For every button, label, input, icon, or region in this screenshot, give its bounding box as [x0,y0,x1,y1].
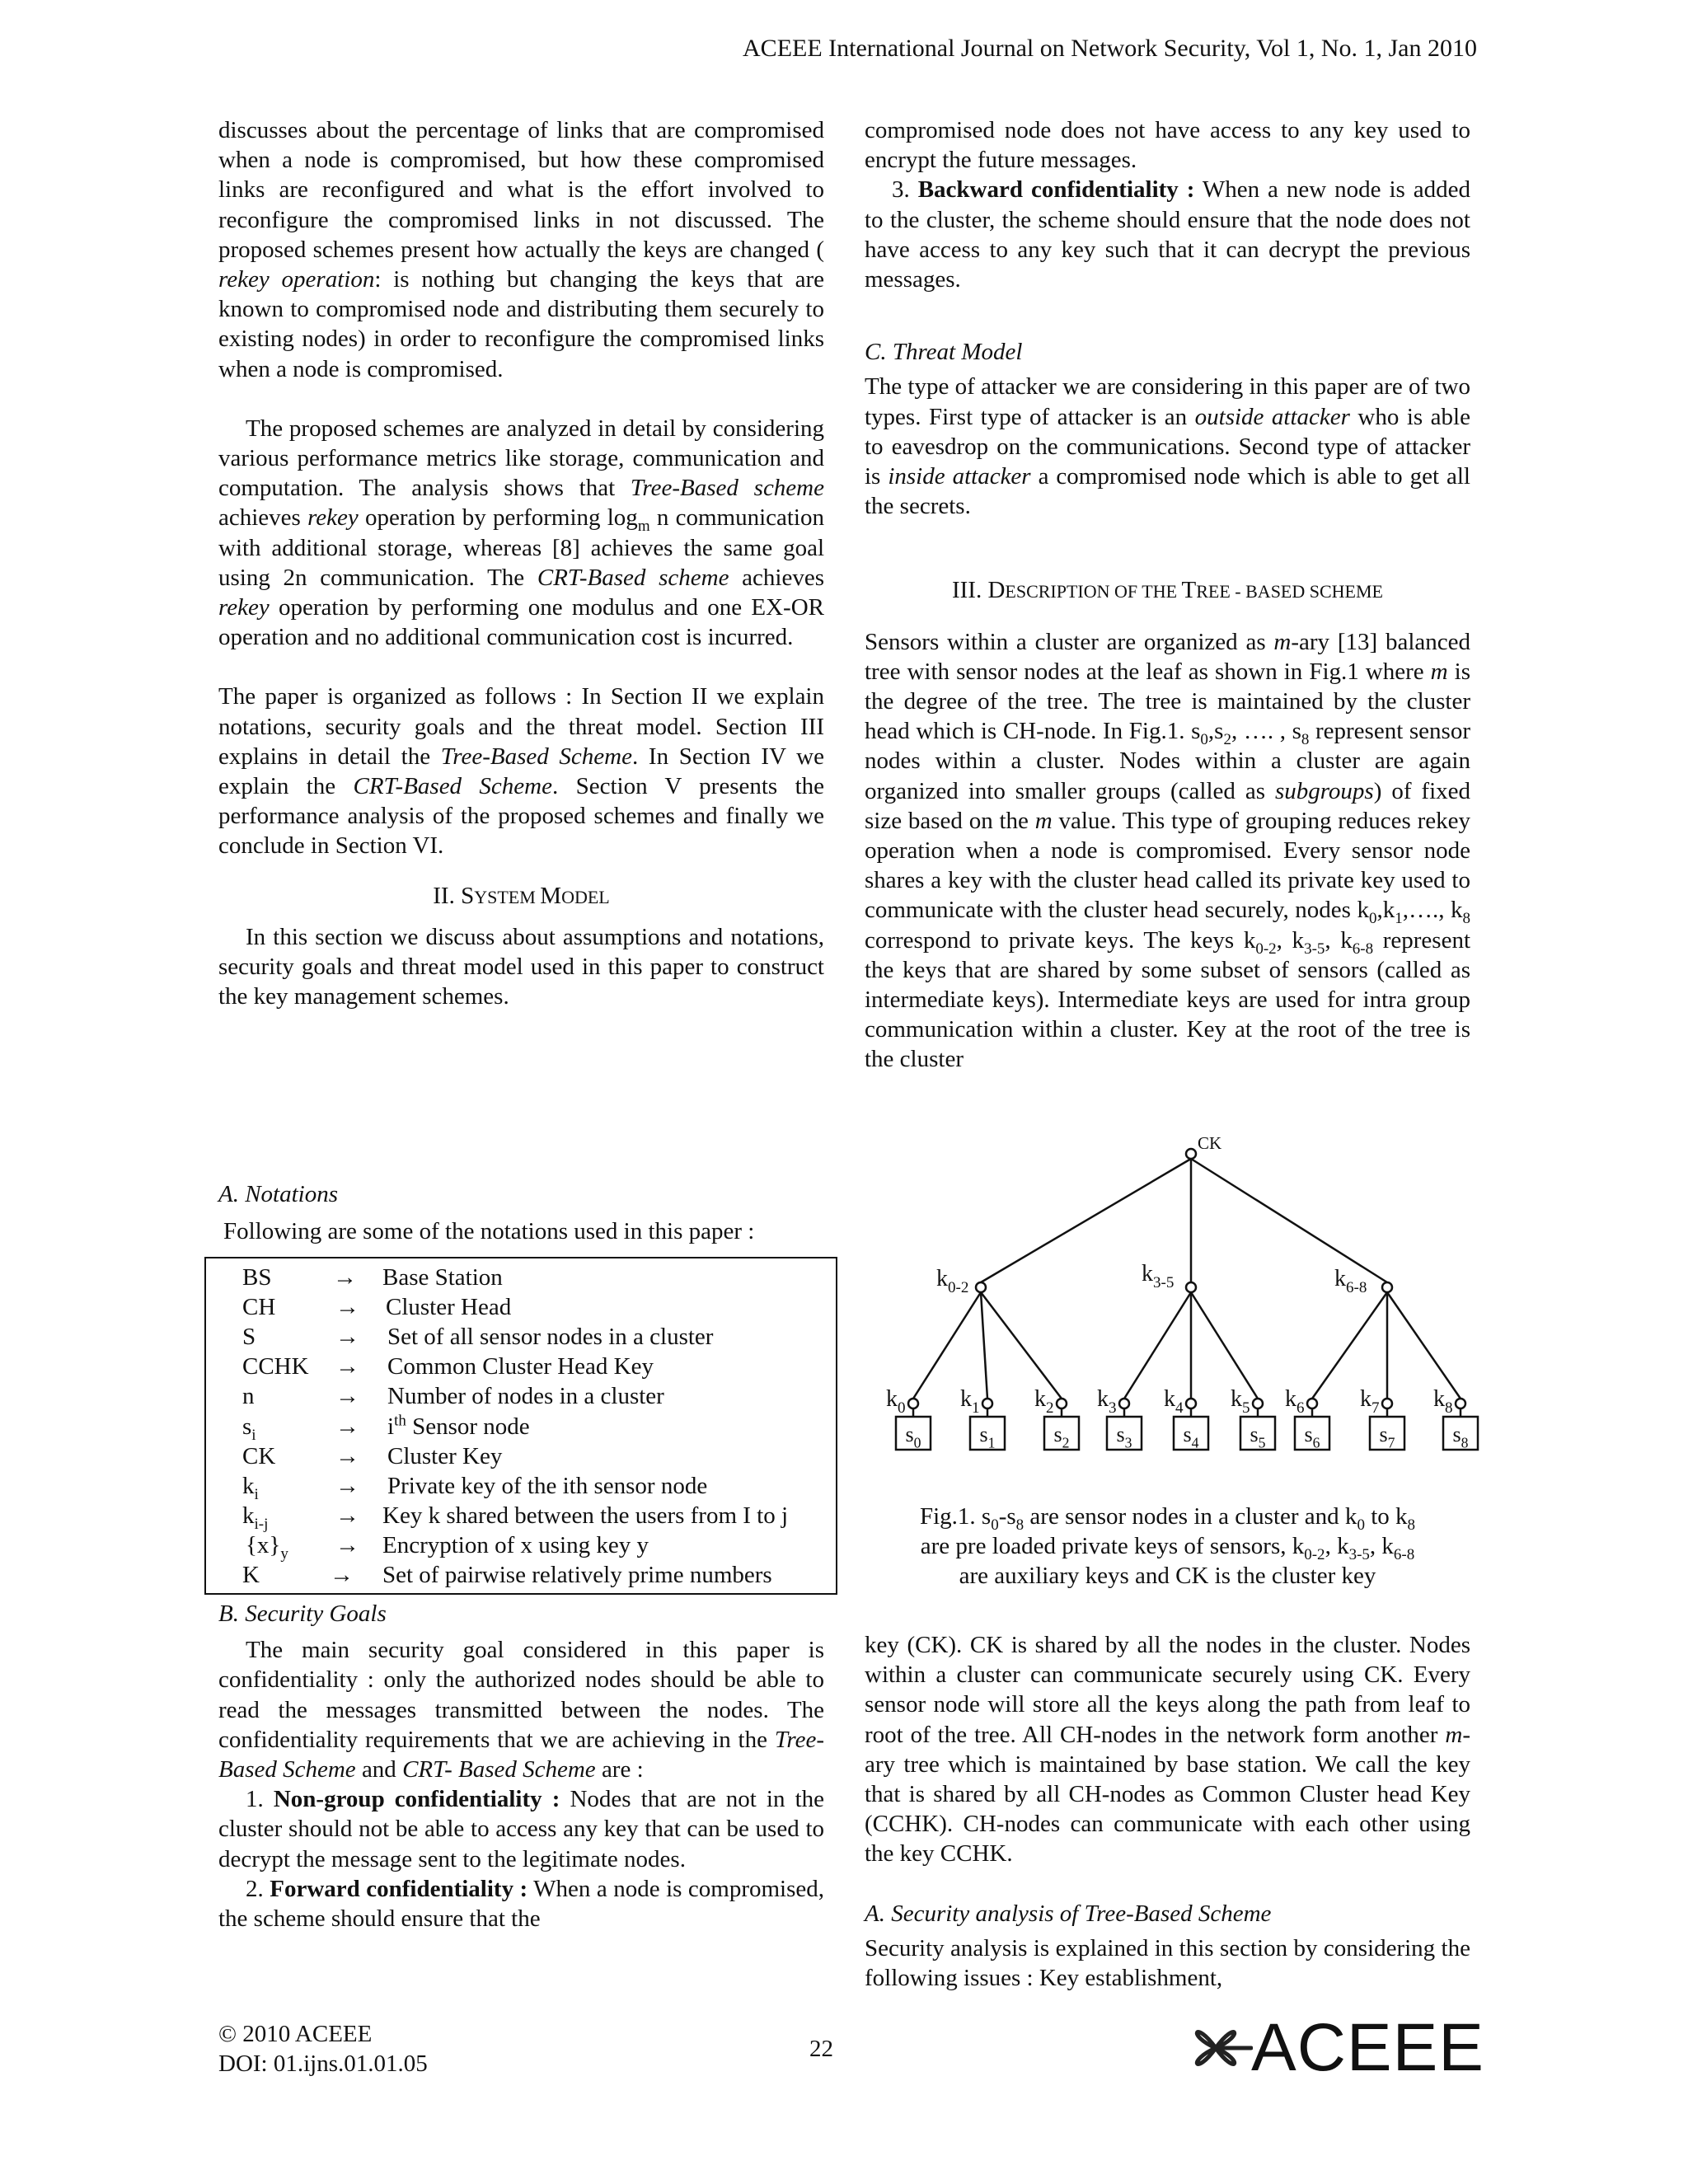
analysis-paragraph: The proposed schemes are analyzed in detail by considering various performance metrics like storage, communication and computation. The analysis shows that Tree-Based scheme achieves rekey operation by performing $\log_m n$ communication with additional storage, whereas [8] achieves the same goal using 2n communication. The CRT-Based scheme achieves rekey operation by performing one modulus and one EX-OR operation and no additional communication cost is incurred. [218,415,824,651]
security-analysis-paragraph: Security analysis is explained in this section by considering the following issues : Key establishment, [865,1934,1470,1992]
notation-description: Set of pairwise relatively prime numbers [382,1562,772,1588]
notation-description: Cluster Head [386,1294,512,1321]
notation-row [206,1381,836,1411]
sensor-node-label: $s_1$ [979,1422,996,1451]
private-key-label: $k_1$ [960,1386,980,1417]
sensor-node-label: $s_6$ [1304,1422,1320,1451]
notation-row [206,1560,836,1590]
notation-row [206,1411,836,1444]
private-key-node [982,1399,992,1408]
intro-paragraph: discusses about the percentage of links that are compromised when a node is compromised, but how these compromised links are reconfigured and what is the effort involved to reconfigure the compromised links in not discussed. The proposed schemes present how actually the keys are changed ( rekey operation: is nothing but changing the keys that are known to compromised node and distributing them securely to existing nodes) in order to reconfigure the compromised links when a node is compromised. [218,117,825,382]
notations-table [204,1257,837,1595]
private-key-label: $k_8$ [1433,1386,1453,1417]
notation-arrow: → [335,1531,359,1558]
notation-arrow: → [335,1353,359,1380]
notation-symbol: $\{x\}_y$ [246,1531,288,1563]
tree-edge [1124,1292,1191,1399]
notation-row [206,1501,836,1533]
notation-arrow: → [335,1472,359,1499]
notation-description: Private key of the ith sensor node [387,1472,708,1499]
notation-row [206,1352,836,1381]
system-model-paragraph: In this section we discuss about assumptions and notations, security goals and threat model used in this paper to construct the key management schemes. [218,923,824,1010]
security-goals-heading: B. Security Goals [218,1601,387,1627]
private-key-node [1253,1399,1263,1408]
notation-symbol: BS [242,1264,272,1291]
private-key-node [1119,1399,1129,1408]
page-number: 22 [809,2036,833,2062]
tree-edge [1191,1292,1258,1399]
tree-edge [1312,1292,1387,1399]
private-key-label: $k_7$ [1360,1386,1380,1417]
sensor-node-label: $s_5$ [1250,1422,1266,1451]
journal-header: ACEEE International Journal on Network Security, Vol 1, No. 1, Jan 2010 [743,35,1477,62]
notation-row [206,1263,836,1292]
notation-symbol: CH [242,1294,276,1321]
private-key-node [1057,1399,1067,1408]
security-goals-paragraph: The main security goal considered in this paper is confidentiality : only the authorized nodes should be able to read the messages transmitted between the nodes. The confidentiality requirements that we are achieving in the Tree-Based Scheme and CRT- Based Scheme are : [218,1637,824,1783]
aceee-logo-icon [1179,2011,1253,2085]
section-heading-system-model: II. SYSTEM MODEL [433,882,610,909]
notation-symbol: n [242,1383,255,1410]
notation-arrow: → [335,1324,359,1351]
notation-arrow: → [335,1502,359,1529]
notation-symbol: $s_i$ [242,1413,256,1444]
notation-symbol: CK [242,1442,276,1469]
sensor-node-label: $s_8$ [1452,1422,1469,1451]
threat-model-heading: C. Threat Model [865,339,1023,366]
forward-continued: compromised node does not have access to any key used to encrypt the future messages. [865,117,1470,174]
left-column-lower [218,1599,824,1933]
left-column [218,115,824,1011]
notation-description: Common Cluster Head Key [387,1353,654,1380]
private-key-node [1456,1399,1465,1408]
tree-edge [913,1292,981,1399]
notation-symbol: $k_{i-j}$ [242,1502,269,1533]
notation-arrow: → [335,1413,359,1440]
section-heading-tree-scheme: III. DESCRIPTION OF THE TREE - BASED SCHEME [951,577,1383,604]
intermediate-key-node [1186,1282,1196,1292]
notation-row [206,1441,836,1471]
intermediate-key-label: $k_{6-8}$ [1334,1266,1367,1296]
figure-caption: Fig.1. $s_0-s_8$ are sensor nodes in a cluster and $k_0$ to $k_8$ are pre loaded private keys of sensors, $k_{0-2}$, $k_{3-5}$, $k_{6-8}$ are auxiliary keys and CK is the cluster key [919,1503,1415,1589]
intermediate-key-node [1382,1282,1392,1292]
private-key-label: $k_3$ [1097,1386,1117,1417]
sensor-node-label: $s_7$ [1379,1422,1395,1451]
aceee-logo: ACEEE [1179,2011,1475,2085]
tree-edge [1387,1292,1461,1399]
copyright: © 2010 ACEEE [218,2021,373,2047]
intermediate-key-label: $k_{0-2}$ [936,1266,969,1296]
tree-edge [1191,1159,1387,1282]
notation-arrow: → [335,1442,359,1469]
notation-symbol: S [242,1324,256,1351]
notation-symbol: CCHK [242,1353,309,1380]
notation-row [206,1292,836,1322]
tree-edge [981,1292,987,1399]
tree-edge [981,1292,1062,1399]
notation-description: Base Station [382,1264,503,1291]
private-key-label: $k_5$ [1231,1386,1250,1417]
intermediate-key-node [976,1282,986,1292]
organization-paragraph: The paper is organized as follows : In Section II we explain notations, security goals and the threat model. Section III explains in detail the Tree-Based Scheme. In Section IV we explain the CRT-Based Scheme. Section V presents the performance analysis of the proposed schemes and finally we conclude in Section VI. [218,683,824,860]
notation-arrow: → [335,1383,359,1410]
notation-symbol: K [242,1562,260,1588]
notation-arrow: → [333,1264,357,1291]
threat-model-paragraph: The type of attacker we are considering in this paper are of two types. First type of attacker is an outside attacker who is able to eavesdrop on the communications. Second type of attacker is inside attacker a compromised node which is able to get all the secrets. [865,373,1470,520]
goal-non-group: 1. Non-group confidentiality : Nodes that are not in the cluster should not be able to access any key that can be used to decrypt the message sent to the legitimate nodes. [218,1786,825,1872]
notation-row [206,1471,836,1501]
key-tree-figure [857,1129,1484,1492]
sensor-node-label: $s_3$ [1116,1422,1132,1451]
notations-heading: A. Notations [218,1181,339,1207]
private-key-label: $k_0$ [886,1386,906,1417]
notation-arrow: → [330,1562,354,1588]
private-key-label: $k_6$ [1285,1386,1305,1417]
root-key-label: CK [1198,1133,1222,1153]
notation-description: Set of all sensor nodes in a cluster [387,1324,714,1351]
right-column-lower [865,1630,1470,1993]
right-column [865,115,1470,1075]
tree-edge [981,1159,1191,1282]
notation-description: $i^{th}$ Sensor node [387,1411,530,1440]
sensor-node-label: $s_4$ [1183,1422,1199,1451]
security-analysis-heading: A. Security analysis of Tree-Based Scheme [865,1900,1272,1927]
intermediate-key-label: $k_{3-5}$ [1142,1261,1175,1291]
notation-row [206,1530,836,1563]
private-key-node [1186,1399,1196,1408]
doi: DOI: 01.ijns.01.01.05 [218,2050,428,2077]
private-key-node [1382,1399,1392,1408]
notations-intro: Following are some of the notations used in this paper : [223,1218,755,1244]
notation-row [206,1322,836,1352]
sensor-node-label: $s_2$ [1053,1422,1070,1451]
notation-description: Encryption of x using key y [382,1531,649,1558]
tree-scheme-paragraph: Sensors within a cluster are organized as m-ary [13] balanced tree with sensor nodes at the leaf as shown in Fig.1 where m is the degree of the tree. The tree is maintained by the cluster head which is CH-node. In Fig.1. $s_0,s_2$, …. , $s_8$ represent sensor nodes within a cluster. Nodes within a cluster are again organized into smaller groups (called as subgroups) of fixed size based on the m value. This type of grouping reduces rekey operation when a node is compromised. Every sensor node shares a key with the cluster head called its private key used to communicate with the cluster head securely, nodes $k_0,k_1,\dots$., $k_8$ correspond to private keys. The keys $k_{0-2}$, $k_{3-5}$, $k_{6-8}$ represent the keys that are shared by some subset of sensors (called as intermediate keys). Intermediate keys are used for intra group communication within a cluster. Key at the root of the tree is the cluster [865,628,1471,1073]
sensor-node-label: $s_0$ [905,1422,921,1451]
private-key-label: $k_2$ [1034,1386,1054,1417]
notation-description: Key k shared between the users from I to j [382,1502,789,1529]
goal-forward: 2. Forward confidentiality : When a node is compromised, the scheme should ensure that the [218,1875,824,1933]
cluster-key-paragraph: key (CK). CK is shared by all the nodes in the cluster. Nodes within a cluster can communicate securely using CK. Every sensor node will store all the keys along the path from leaf to root of the tree. All CH-nodes in the network form another m-ary tree which is maintained by base station. We call the key that is shared by all CH-nodes as Common Cluster head Key (CCHK). CH-nodes can communicate with each other using the key CCHK. [865,1632,1470,1868]
private-key-node [908,1399,918,1408]
notation-symbol: $k_i$ [242,1472,259,1503]
root-node [1186,1149,1196,1159]
notation-description: Cluster Key [387,1442,503,1469]
private-key-node [1307,1399,1317,1408]
notation-arrow: → [335,1294,359,1321]
private-key-label: $k_4$ [1164,1386,1184,1417]
notation-description: Number of nodes in a cluster [387,1383,664,1410]
goal-backward: 3. Backward confidentiality : When a new node is added to the cluster, the scheme should ensure that the node does not have access to any key such that it can decrypt the previous messages. [865,176,1470,293]
